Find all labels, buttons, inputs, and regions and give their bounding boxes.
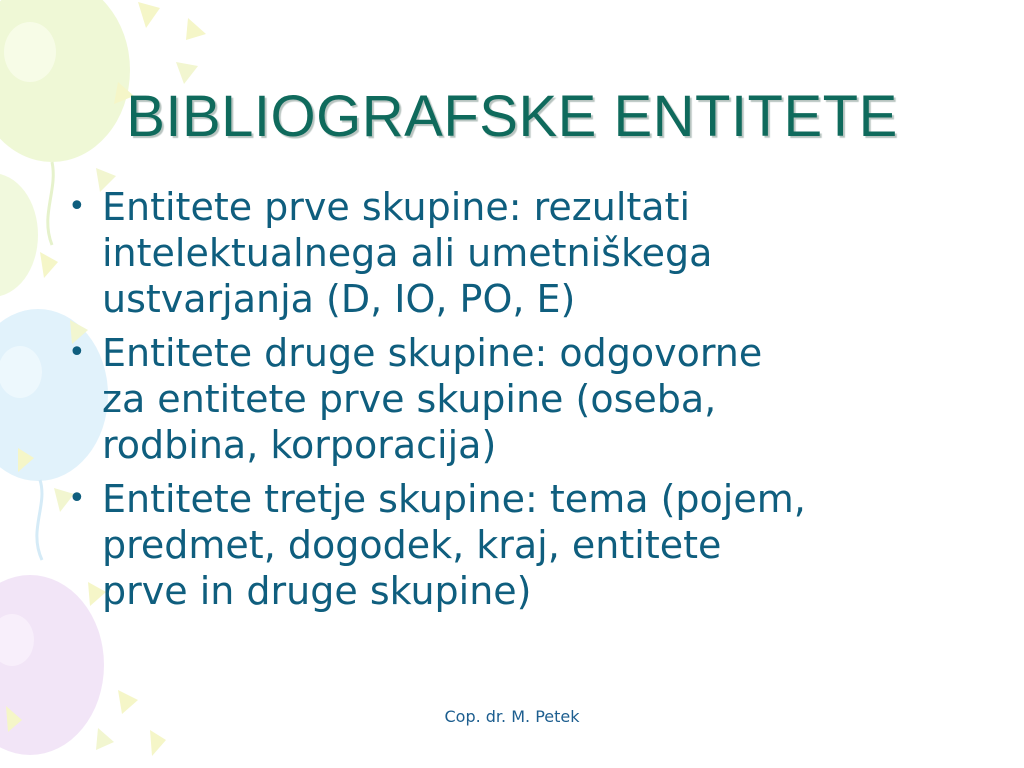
bullet-line: predmet, dogodek, kraj, entitete [102,523,722,567]
bullet-line: Entitete druge skupine: odgovorne [102,331,763,375]
bullet-item [64,330,984,468]
slide-footer: Cop. dr. M. Petek [444,707,580,726]
bullet-dot-icon: • [68,481,86,516]
bullet-line: Entitete prve skupine: rezultati [102,185,691,229]
slide-title: BIBLIOGRAFSKE ENTITETE [126,84,898,149]
bullet-list [64,184,984,622]
bullet-item [64,476,984,614]
bullet-line: rodbina, korporacija) [102,423,497,467]
bullet-line: za entitete prve skupine (oseba, [102,377,717,421]
bullet-dot-icon: • [68,335,86,370]
bullet-line: Entitete tretje skupine: tema (pojem, [102,477,806,521]
bullet-line: ustvarjanja (D, IO, PO, E) [102,277,576,321]
bullet-item [64,184,984,322]
bullet-line: prve in druge skupine) [102,569,532,613]
bullet-line: intelektualnega ali umetniškega [102,231,713,275]
bullet-dot-icon: • [68,189,86,224]
